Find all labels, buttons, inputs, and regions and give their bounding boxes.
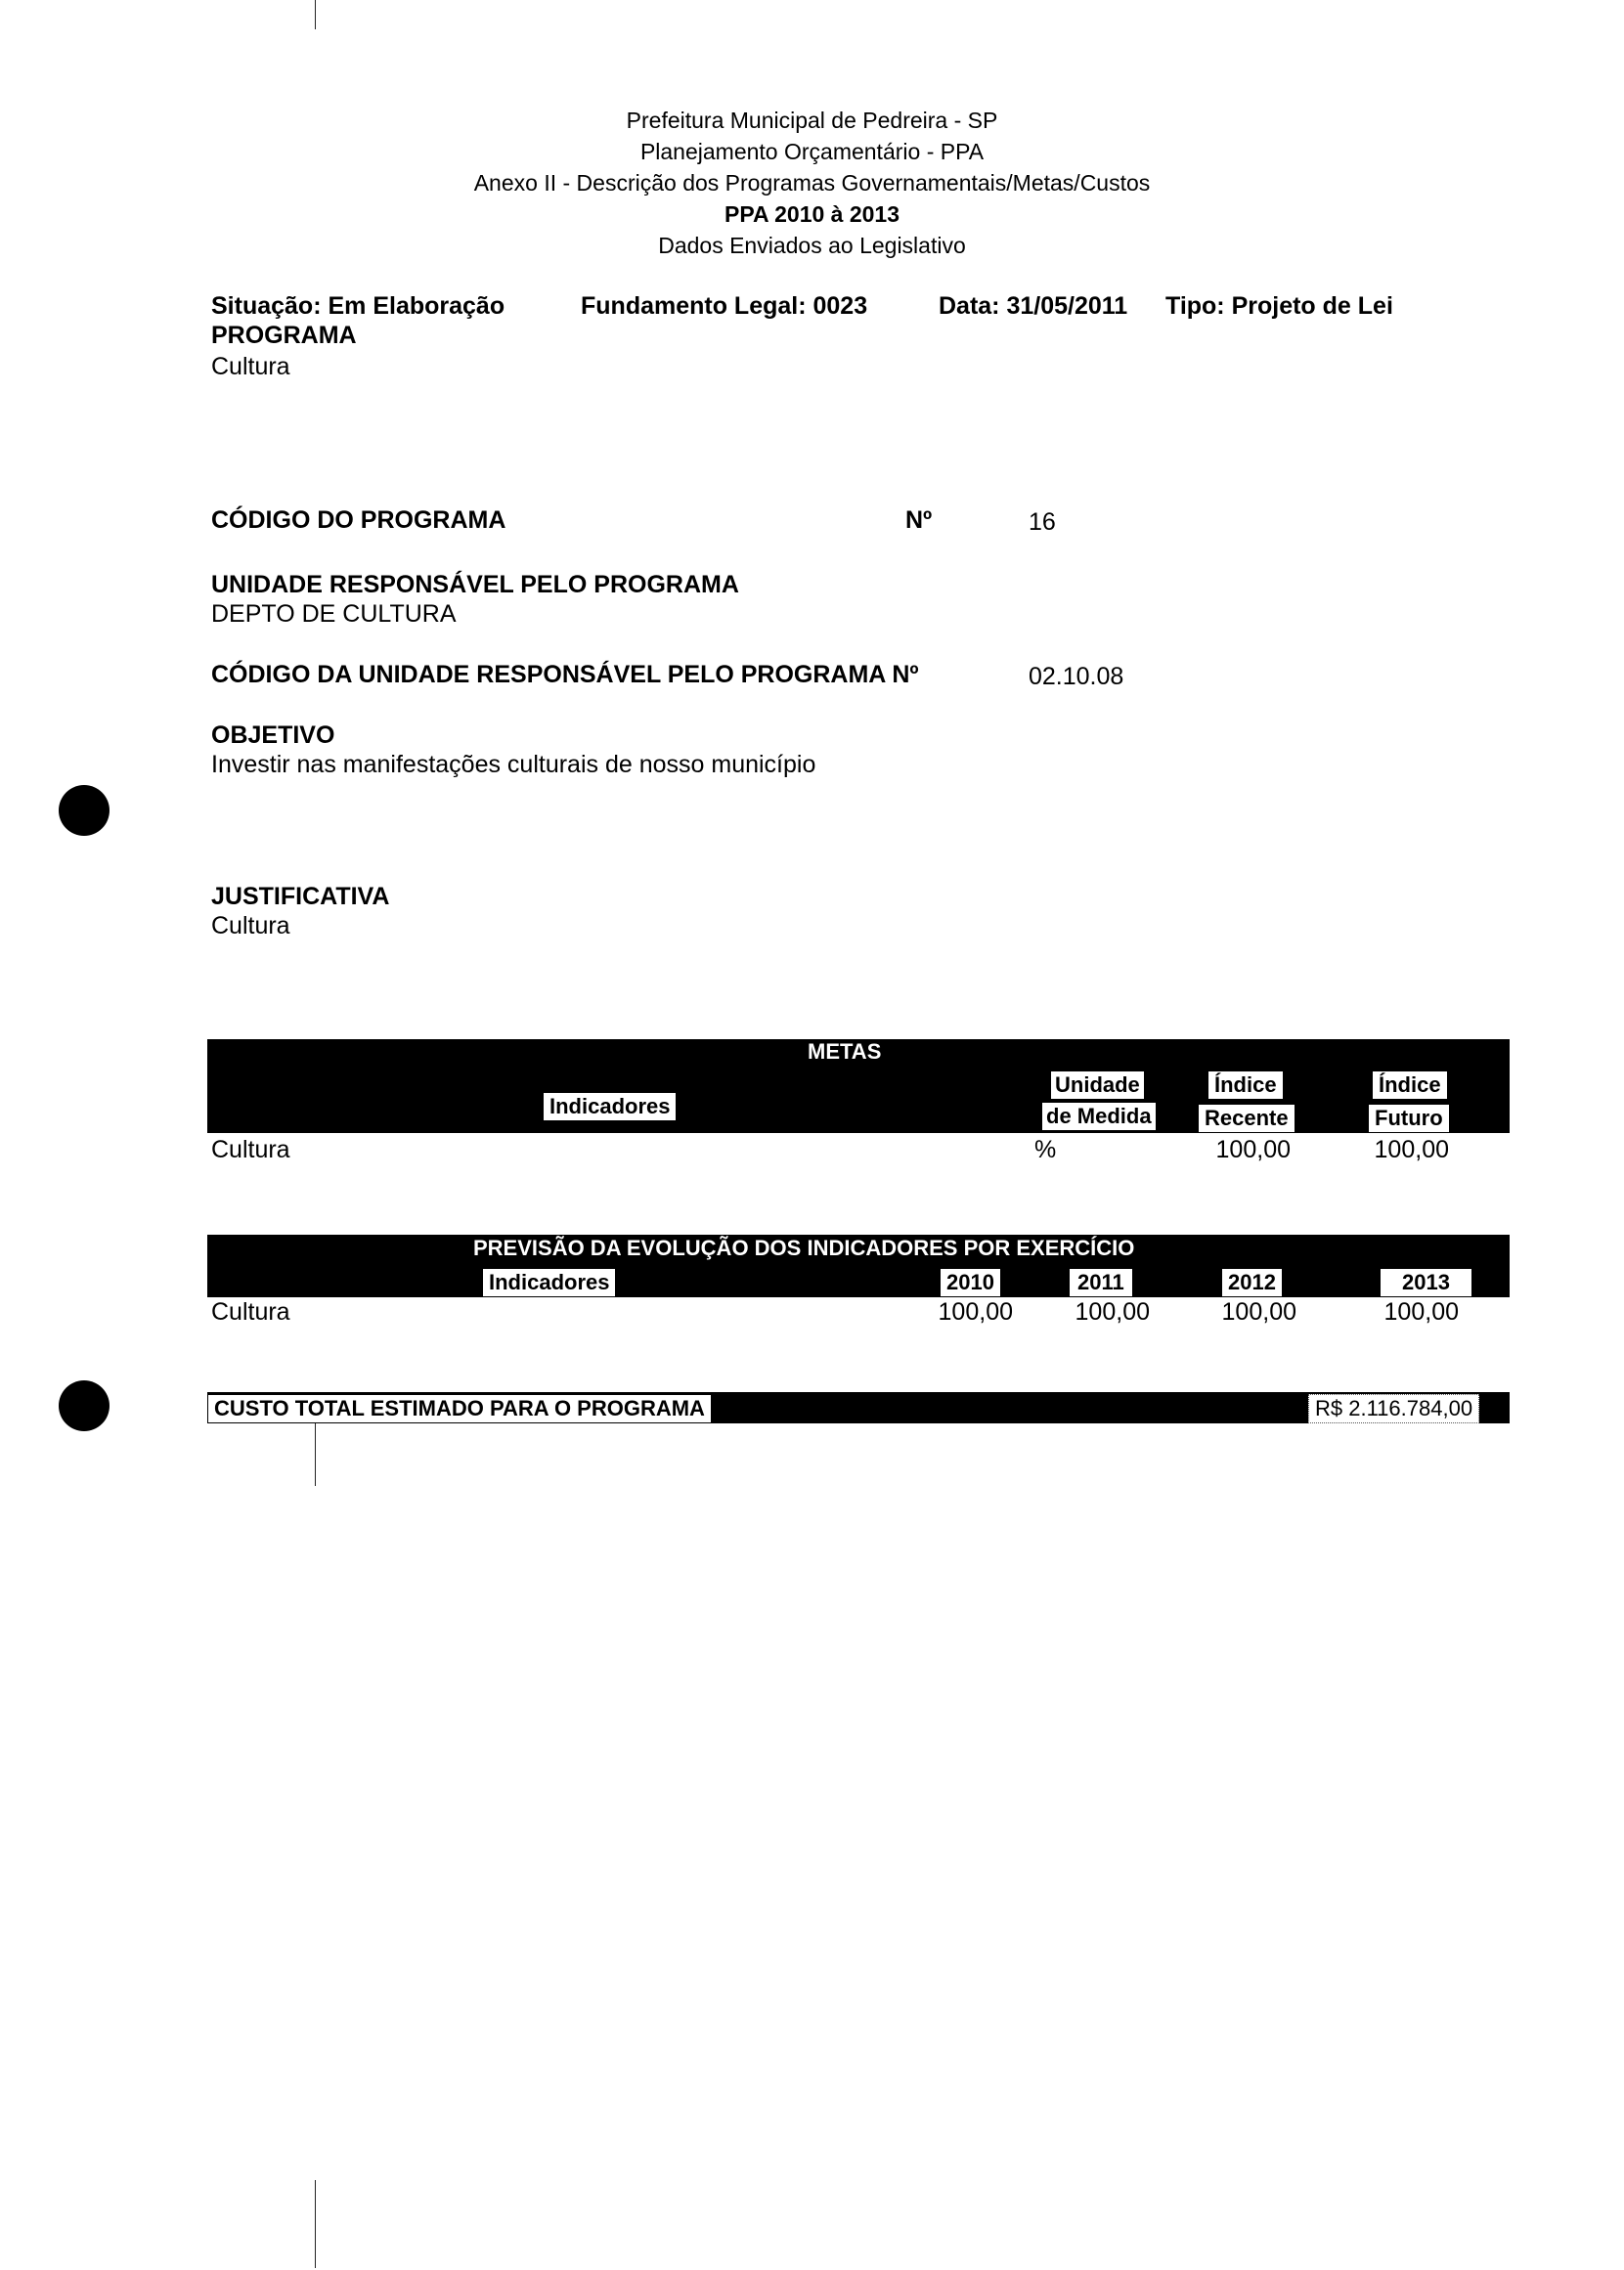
previsao-col-indicadores: Indicadores: [483, 1269, 615, 1296]
programa-value: Cultura: [211, 353, 290, 380]
codigo-unidade-value: 02.10.08: [1029, 663, 1124, 690]
unidade-value: DEPTO DE CULTURA: [211, 600, 457, 628]
punch-hole-top: [59, 785, 110, 836]
header-annex: Anexo II - Descrição dos Programas Governamentais/Metas/Custos: [473, 170, 1151, 196]
previsao-row-value: 100,00: [1075, 1298, 1150, 1326]
unidade-label: UNIDADE RESPONSÁVEL PELO PROGRAMA: [211, 571, 739, 598]
previsao-row-value: 100,00: [1221, 1298, 1296, 1326]
metas-col-unidade-1: Unidade: [1051, 1071, 1144, 1099]
objetivo-label: OBJETIVO: [211, 721, 335, 749]
previsao-row-value: 100,00: [938, 1298, 1013, 1326]
metas-row-indicador: Cultura: [211, 1136, 290, 1163]
header-ppa-period: PPA 2010 à 2013: [724, 201, 900, 227]
header-municipality: Prefeitura Municipal de Pedreira - SP: [626, 108, 998, 133]
metas-row-unidade: %: [1034, 1136, 1057, 1163]
previsao-title: PREVISÃO DA EVOLUÇÃO DOS INDICADORES POR EXERCÍCIO: [467, 1237, 1140, 1260]
codigo-programa-value: 16: [1029, 508, 1056, 536]
objetivo-value: Investir nas manifestações culturais de nosso município: [211, 751, 816, 778]
scan-line-top: [315, 0, 316, 29]
previsao-col-year: 2013: [1381, 1269, 1471, 1296]
justificativa-value: Cultura: [211, 912, 290, 939]
status-situacao: Situação: Em Elaboração: [211, 292, 505, 320]
legal-basis: Fundamento Legal: 0023: [581, 292, 868, 320]
metas-row-recente: 100,00: [1215, 1136, 1291, 1163]
previsao-row-indicador: Cultura: [211, 1298, 290, 1326]
header-planning: Planejamento Orçamentário - PPA: [639, 139, 985, 164]
header-sent-to-legislative: Dados Enviados ao Legislativo: [658, 233, 966, 258]
metas-col-recente-1: Índice: [1208, 1071, 1283, 1099]
custo-label: CUSTO TOTAL ESTIMADO PARA O PROGRAMA: [207, 1394, 712, 1423]
metas-title: METAS: [802, 1040, 887, 1064]
document-type: Tipo: Projeto de Lei: [1165, 292, 1393, 320]
previsao-col-year: 2012: [1222, 1269, 1282, 1296]
codigo-programa-n-label: Nº: [905, 506, 933, 534]
scan-line-bottom: [315, 2180, 316, 2268]
previsao-col-year: 2011: [1070, 1269, 1132, 1296]
metas-col-unidade-2: de Medida: [1042, 1103, 1156, 1130]
metas-col-futuro-2: Futuro: [1369, 1105, 1449, 1132]
metas-row-futuro: 100,00: [1374, 1136, 1449, 1163]
programa-label: PROGRAMA: [211, 322, 357, 349]
previsao-col-year: 2010: [941, 1269, 1000, 1296]
metas-col-recente-2: Recente: [1199, 1105, 1295, 1132]
codigo-programa-label: CÓDIGO DO PROGRAMA: [211, 506, 506, 534]
previsao-row-value: 100,00: [1383, 1298, 1459, 1326]
justificativa-label: JUSTIFICATIVA: [211, 883, 390, 910]
document-date: Data: 31/05/2011: [939, 292, 1128, 320]
metas-col-indicadores: Indicadores: [544, 1093, 676, 1120]
metas-col-futuro-1: Índice: [1373, 1071, 1447, 1099]
codigo-unidade-label: CÓDIGO DA UNIDADE RESPONSÁVEL PELO PROGRAMA Nº: [211, 661, 919, 688]
punch-hole-bottom: [59, 1380, 110, 1431]
custo-value: R$ 2.116.784,00: [1308, 1394, 1479, 1423]
